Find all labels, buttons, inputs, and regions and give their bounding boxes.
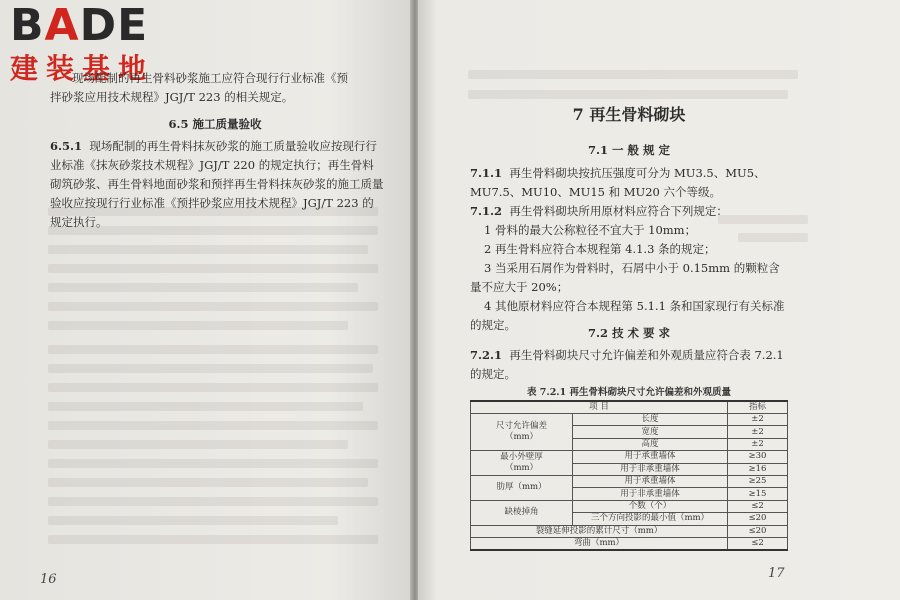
table-header-index: 指标 bbox=[728, 401, 788, 414]
table-cell: 用于非承重墙体 bbox=[573, 463, 728, 475]
row-group-label: 最小外壁厚 （mm） bbox=[471, 451, 573, 476]
table-cell: 弯曲（mm） bbox=[471, 537, 728, 550]
table-cell: 用于承重墙体 bbox=[573, 475, 728, 487]
table-cell: 用于承重墙体 bbox=[573, 451, 728, 463]
clause-text: 再生骨料砌块按抗压强度可分为 MU3.5、MU5、MU7.5、MU10、MU15 和 MU20 六个等级。 bbox=[470, 166, 766, 199]
table-cell: ≥15 bbox=[728, 488, 788, 500]
table-row bbox=[471, 475, 788, 487]
table-title: 表 7.2.1 再生骨料砌块尺寸允许偏差和外观质量 bbox=[526, 387, 732, 398]
table-row bbox=[471, 451, 788, 463]
table-cell: 个数（个） bbox=[573, 500, 728, 512]
chapter-title: 7 再生骨料砌块 bbox=[572, 105, 686, 124]
logo-wordmark: BADE bbox=[10, 0, 149, 51]
table-row bbox=[471, 537, 788, 550]
table-row bbox=[471, 525, 788, 537]
logo-chinese: 建装基地 bbox=[10, 52, 155, 85]
clause-6-5-1 bbox=[50, 137, 385, 232]
spec-table bbox=[470, 400, 788, 551]
intro-line-1: 现场配制的再生骨料砂浆施工应符合现行行业标准《预 bbox=[72, 71, 348, 85]
section-heading-7-2: 7.2 技 术 要 求 bbox=[587, 326, 671, 340]
clause-7-1-1 bbox=[470, 164, 790, 202]
table-cell: ≥16 bbox=[728, 463, 788, 475]
table-row bbox=[471, 414, 788, 426]
table-cell: ≥30 bbox=[728, 451, 788, 463]
clause-text: 现场配制的再生骨料抹灰砂浆的施工质量验收应按现行行业标准《抹灰砂浆技术规程》JGJ/T 220 的规定执行；再生骨料砌筑砂浆、再生骨料地面砂浆和预拌再生骨料抹灰砂浆的施工质量验收应按现行行业标准《预拌砂浆应用技术规程》JGJ/T 223 的规定执行。 bbox=[50, 139, 384, 229]
list-item: 1 骨料的最大公称粒径不宜大于 10mm； bbox=[484, 223, 697, 237]
table-row bbox=[471, 500, 788, 512]
table-cell: 宽度 bbox=[573, 426, 728, 438]
clause-number: 7.1.2 bbox=[470, 204, 503, 218]
section-heading-7-1: 7.1 一 般 规 定 bbox=[587, 143, 671, 157]
row-group-label: 缺棱掉角 bbox=[471, 500, 573, 525]
clause-7-2-1 bbox=[470, 346, 790, 384]
page-number-right: 17 bbox=[768, 566, 785, 581]
table-cell: 长度 bbox=[573, 414, 728, 426]
table-cell: ±2 bbox=[728, 426, 788, 438]
table-cell: ±2 bbox=[728, 438, 788, 450]
table-cell: ≤2 bbox=[728, 537, 788, 550]
intro-line-2: 拌砂浆应用技术规程》JGJ/T 223 的相关规定。 bbox=[50, 90, 294, 104]
table-cell: 高度 bbox=[573, 438, 728, 450]
table-header-row bbox=[471, 401, 788, 414]
table-cell: 用于非承重墙体 bbox=[573, 488, 728, 500]
table-cell: ≥25 bbox=[728, 475, 788, 487]
clause-number: 6.5.1 bbox=[50, 139, 83, 153]
clause-text: 再生骨料砌块尺寸允许偏差和外观质量应符合表 7.2.1 的规定。 bbox=[470, 348, 784, 381]
table-cell: ≤20 bbox=[728, 513, 788, 525]
row-group-label: 尺寸允许偏差 （mm） bbox=[471, 414, 573, 451]
list-item: 2 再生骨料应符合本规程第 4.1.3 条的规定； bbox=[484, 242, 716, 256]
table-cell: 裂缝延伸投影的累计尺寸（mm） bbox=[471, 525, 728, 537]
section-heading-6-5: 6.5 施工质量验收 bbox=[168, 117, 262, 131]
table-cell: 三个方向投影的最小值（mm） bbox=[573, 513, 728, 525]
page-number-left: 16 bbox=[40, 572, 57, 587]
list-item: 4 其他原材料应符合本规程第 5.1.1 条和国家现行有关标准的规定。 bbox=[470, 299, 785, 332]
table-header-item: 项 目 bbox=[471, 401, 728, 414]
clause-number: 7.2.1 bbox=[470, 348, 503, 362]
clause-7-1-2 bbox=[470, 202, 790, 221]
table-cell: ≤2 bbox=[728, 500, 788, 512]
table-cell: ≤20 bbox=[728, 525, 788, 537]
list-item: 3 当采用石屑作为骨料时，石屑中小于 0.15mm 的颗粒含量不应大于 20%； bbox=[470, 261, 780, 294]
row-group-label: 肋厚（mm） bbox=[471, 475, 573, 500]
clause-text: 再生骨料砌块所用原材料应符合下列规定： bbox=[509, 204, 728, 218]
clause-number: 7.1.1 bbox=[470, 166, 503, 180]
table-cell: ±2 bbox=[728, 414, 788, 426]
